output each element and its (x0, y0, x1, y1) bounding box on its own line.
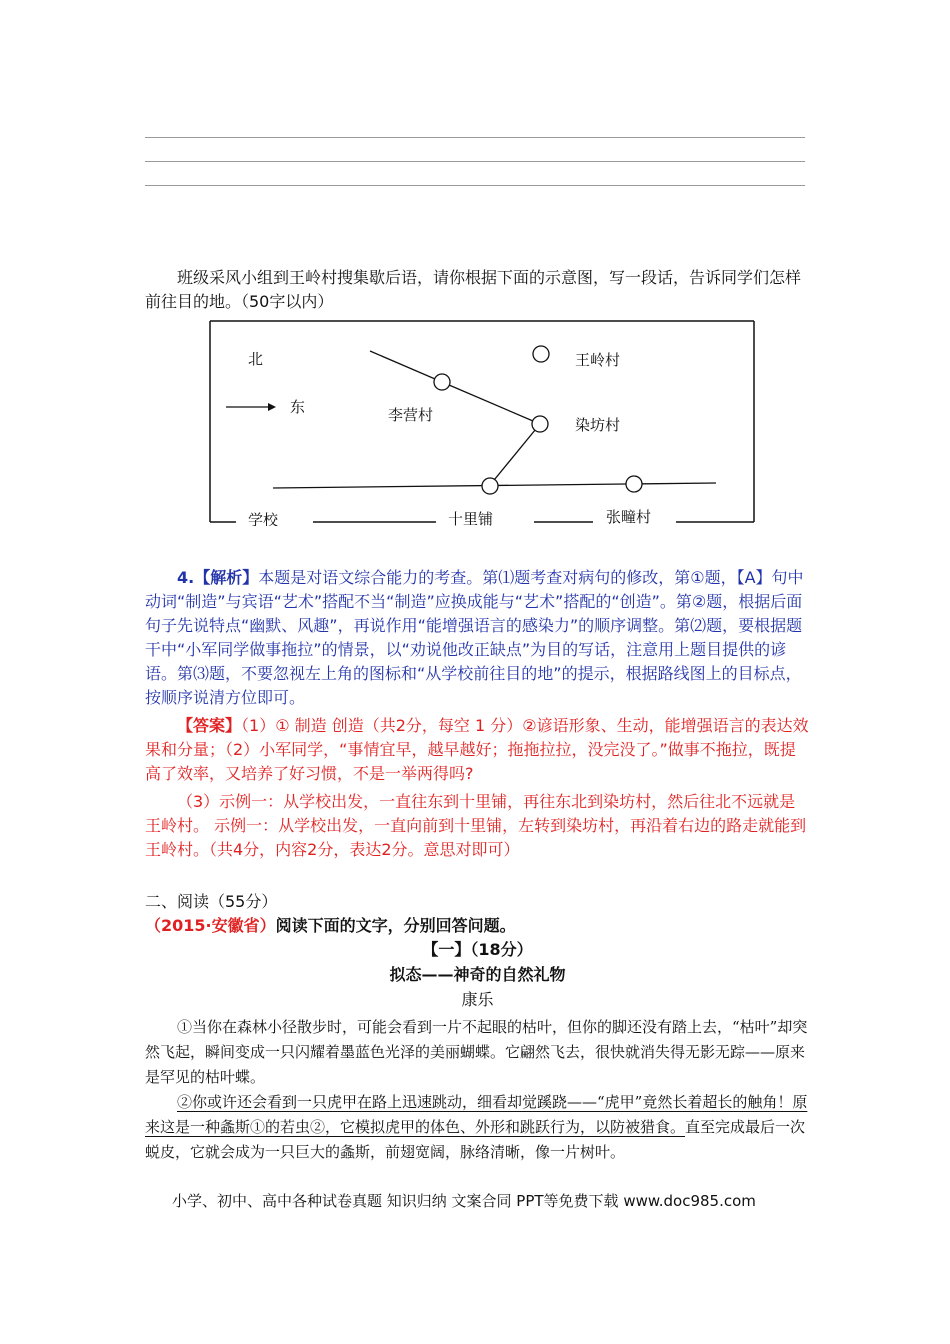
road-liying-ranfang (442, 382, 540, 424)
ranfang-label: 染坊村 (575, 416, 621, 434)
road-liying (370, 351, 442, 382)
reading-source: （2015·安徽省） (145, 916, 276, 935)
answer-label: 【答案】 (177, 716, 242, 735)
answer-line-2 (145, 161, 805, 162)
article-paragraph-2-rest: 直至完成最后一次蜕皮，它就会成为一只巨大的螽斯，前翅宽阔，脉络清晰，像一片树叶。 (145, 1118, 806, 1161)
question-prompt: 班级采风小组到王岭村搜集歇后语，请你根据下面的示意图，写一段话，告诉同学们怎样前往目的地。（50字以内） (145, 268, 802, 311)
shilipu-node (482, 478, 498, 494)
liying-label: 李营村 (388, 406, 434, 424)
footer-text: 小学、初中、高中各种试卷真题 知识归纳 文案合同 PPT等免费下载 www.doc985.com (172, 1192, 756, 1210)
answer-text-1: （1）① 制造 创造（共2分，每空 1 分）②谚语形象、生动，能增强语言的表达效果和分量；（2）小军同学，“事情宜早，越早越好；拖拖拉拉，没完没了。”做事不拖拉，既提高了效率，又培养了好习惯，不是一举两得吗? (145, 716, 809, 783)
reading-instruction: 阅读下面的文字，分别回答问题。 (275, 916, 516, 935)
school-label: 学校 (248, 511, 279, 526)
answer-line-1 (145, 137, 805, 138)
shilipu-label: 十里铺 (448, 510, 494, 526)
article-paragraph-2-underlined: ②你或许还会看到一只虎甲在路上迅速跳动，细看却觉蹊跷——“虎甲”竟然长着超长的触角！原来这是一种螽斯①的若虫②，它模拟虎甲的体色、外形和跳跃行为，以防被猎食。 (145, 1093, 808, 1136)
analysis-text: 本题是对语文综合能力的考查。第⑴题考查对病句的修改，第①题，【A】句中动词“制造”与宾语“艺术”搭配不当“制造”应换成能与“艺术”搭配的“创造”。第②题，根据后面句子先说特点“幽默、风趣”，再说作用“能增强语言的感染力”的顺序调整。第⑵题，要根据题干中“小军同学做事拖拉”的情景，以“劝说他改正缺点”为目的写话，注意用上题目提供的谚语。第⑶题，不要忽视左上角的图标和“从学校前往目的地”的提示，根据路线图上的目标点，按顺序说清方位即可。 (145, 568, 804, 707)
reading-section-heading: 二、阅读（55分） (145, 892, 278, 911)
wangling-label: 王岭村 (575, 351, 621, 369)
article-paragraph-2 (145, 1090, 810, 1165)
article-author: 康乐 (461, 990, 494, 1009)
answer-paragraph (145, 714, 810, 786)
reading-source-line (145, 914, 810, 938)
reading-part-label: 【一】（18分） (422, 940, 533, 959)
analysis-label: 4.【解析】 (177, 568, 259, 587)
answer-paragraph-3: （3）示例一：从学校出发，一直往东到十里铺，再往东北到染坊村，然后往北不远就是王岭村。 示例一：从学校出发，一直向前到十里铺，左转到染坊村，再沿着右边的路走就能到王岭村。（共4分，内容2分，表达2分。意思对即可） (145, 792, 807, 859)
article-title: 拟态——神奇的自然礼物 (389, 965, 566, 984)
route-map (208, 320, 758, 526)
east-label: 东 (290, 398, 306, 416)
liying-node (434, 374, 450, 390)
north-label: 北 (248, 350, 264, 368)
road-ranfang-shilipu (490, 424, 540, 485)
wangling-node (533, 346, 549, 362)
east-arrow-head-icon (268, 403, 276, 411)
answer-line-3 (145, 185, 805, 186)
zhangtong-label: 张疃村 (606, 508, 652, 526)
analysis-paragraph (145, 566, 810, 710)
zhangtong-node (626, 476, 642, 492)
article-paragraph-1: ①当你在森林小径散步时，可能会看到一片不起眼的枯叶，但你的脚还没有踏上去，“枯叶”却突然飞起，瞬间变成一只闪耀着墨蓝色光泽的美丽蝴蝶。它翩然飞去，很快就消失得无影无踪——原来是罕见的枯叶蝶。 (145, 1018, 808, 1086)
ranfang-node (532, 416, 548, 432)
